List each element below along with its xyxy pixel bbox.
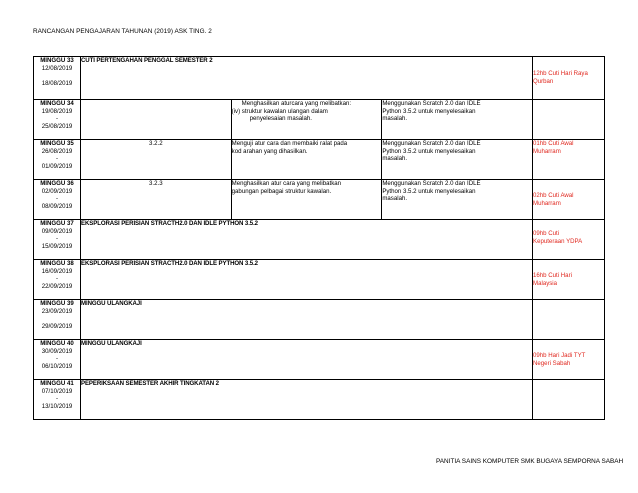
standard-code: 3.2.3 [81,180,232,220]
week-cell: MINGGU 37 09/09/2019 - 15/09/2019 [34,220,81,260]
holiday-note [533,380,605,420]
table-row [34,300,605,340]
week-cell: MINGGU 33 12/08/2019 18/08/2019 [34,57,81,100]
standard-code: 3.2.2 [81,140,232,180]
learning-objective: Menguji atur cara dan membaiki ralat pada kod arahan yang dihasilkan. [231,140,382,180]
holiday-note [533,300,605,340]
table-row [34,220,605,260]
table-row [34,260,605,300]
week-cell: MINGGU 39 23/09/2019 29/09/2019 [34,300,81,340]
week-cell: MINGGU 36 02/09/2019 - 08/09/2019 [34,180,81,220]
week-cell: MINGGU 38 16/09/2019 - 22/09/2019 [34,260,81,300]
learning-activity: Menggunakan Scratch 2.0 dan IDLE Python 3.5.2 untuk menyelesaikan masalah. [382,180,533,220]
week-cell: MINGGU 40 30/09/2019 - 06/10/2019 [34,340,81,380]
row-title: EKSPLORASI PERISIAN STRACTH2.0 DAN IDLE PYTHON 3.5.2 [81,260,533,300]
holiday-note: 16hb Cuti Hari Malaysia [533,260,605,300]
learning-activity: Menggunakan Scratch 2.0 dan IDLE Python 3.5.2 untuk menyelesaikan masalah. [382,100,533,140]
table-row [34,57,605,100]
learning-objective: Menghasilkan aturcara yang melibatkan: (iv) struktur kawalan ulangan dalam penyelesaian masalah. [231,100,382,140]
holiday-note: 01hb Cuti Awal Muharram [533,140,605,180]
document-header: RANCANGAN PENGAJARAN TAHUNAN (2019) ASK TING. 2 [33,28,212,35]
week-cell: MINGGU 35 26/08/2019 - 01/09/2019 [34,140,81,180]
row-title: EKSPLORASI PERISIAN STRACTH2.0 DAN IDLE PYTHON 3.5.2 [81,220,533,260]
holiday-note: 12hb Cuti Hari Raya Qurban [533,57,605,100]
holiday-note: 09hb Cuti Keputeraan YDPA [533,220,605,260]
holiday-note: 09hb Hari Jadi TYT Negeri Sabah [533,340,605,380]
row-title: MINGGU ULANGKAJI [81,300,533,340]
document-footer: PANITIA SAINS KOMPUTER SMK BUGAYA SEMPORNA SABAH [436,458,624,465]
table-row [34,340,605,380]
table-row [34,100,605,140]
table-row [34,140,605,180]
learning-activity: Menggunakan Scratch 2.0 dan IDLE Python 3.5.2 untuk menyelesaikan masalah. [382,140,533,180]
standard-code [81,100,232,140]
holiday-note: 02hb Cuti Awal Muharram [533,180,605,220]
table-row [34,180,605,220]
row-title: CUTI PERTENGAHAN PENGGAL SEMESTER 2 [81,57,533,100]
lesson-plan-table [33,56,605,420]
learning-objective: Menghasilkan atur cara yang melibatkan gabungan pelbagai struktur kawalan. [231,180,382,220]
holiday-note [533,100,605,140]
row-title: MINGGU ULANGKAJI [81,340,533,380]
row-title: PEPERIKSAAN SEMESTER AKHIR TINGKATAN 2 [81,380,533,420]
week-cell: MINGGU 41 07/10/2019 - 13/10/2019 [34,380,81,420]
table-row [34,380,605,420]
week-cell: MINGGU 34 19/08/2019 - 25/08/2019 [34,100,81,140]
